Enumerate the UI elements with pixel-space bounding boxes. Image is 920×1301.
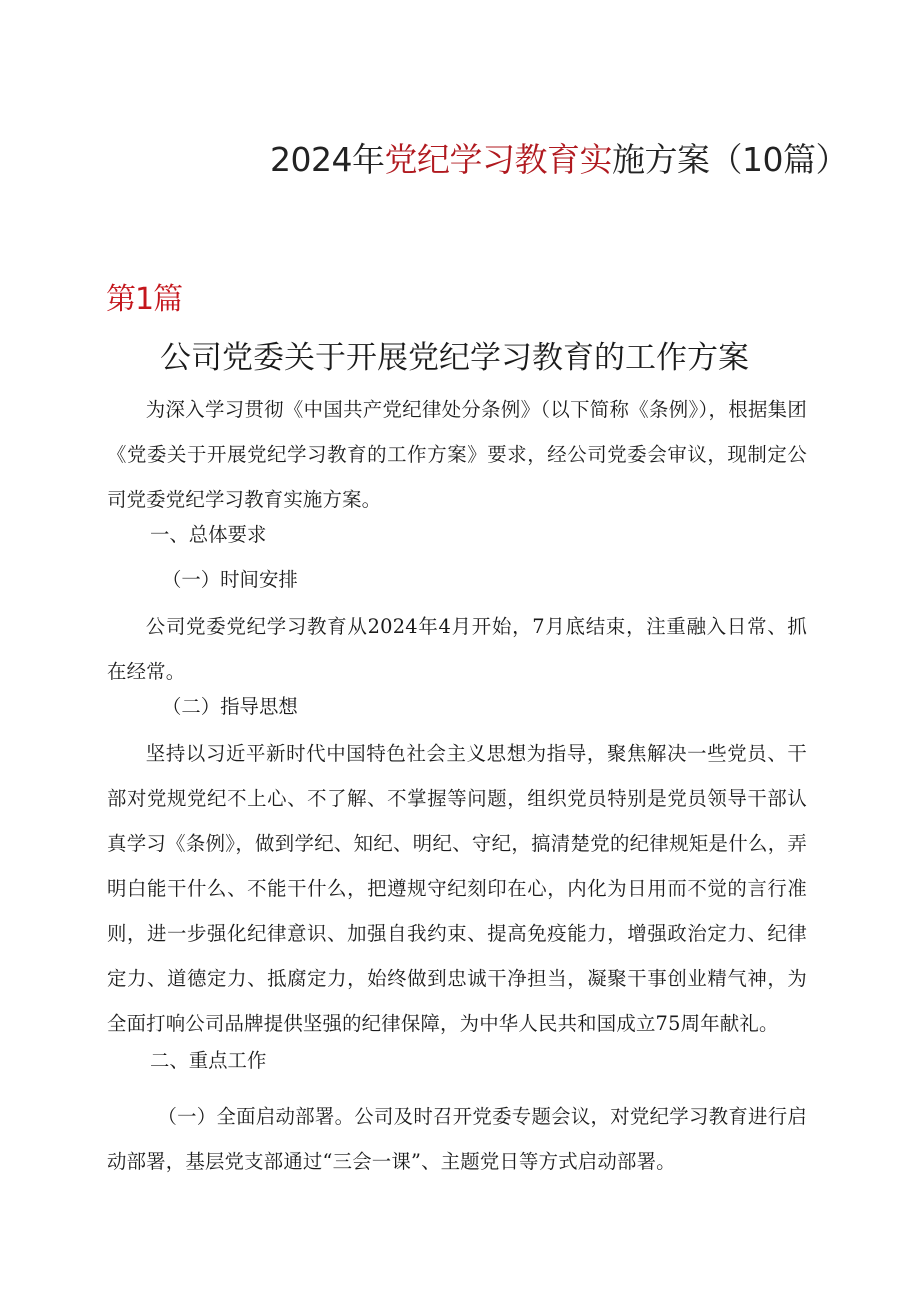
key-work-paragraph: （一）全面启动部署。公司及时召开党委专题会议，对党纪学习教育进行启动部署，基层党支部通过“三会一课”、主题党日等方式启动部署。 bbox=[107, 1105, 807, 1173]
guiding-thought-paragraph: 坚持以习近平新时代中国特色社会主义思想为指导，聚焦解决一些党员、干部对党规党纪不上心、不了解、不掌握等问题，组织党员特别是党员领导干部认真学习《条例》，做到学纪、知纪、明纪、守纪，搞清楚党的纪律规矩是什么，弄明白能干什么、不能干什么，把遵规守纪刻印在心，内化为日用而不觉的言行准则，进一步强化纪律意识、加强自我约束、提高免疫能力，增强政治定力、纪律定力、道德定力、抵腐定力，始终做到忠诚干净担当，凝聚干事创业精气神，为全面打响公司品牌提供坚强的纪律保障，为中华人民共和国成立75周年献礼。 bbox=[107, 742, 807, 1035]
document-title-highlight: 党纪学习教育实 bbox=[384, 140, 612, 179]
subsection-heading-guiding-thought: （二）指导思想 bbox=[162, 695, 298, 718]
section-heading-overall-requirements: 一、总体要求 bbox=[150, 523, 267, 546]
document-title bbox=[270, 138, 870, 182]
document-title-year: 2024年 bbox=[270, 140, 385, 179]
article-title: 公司党委关于开展党纪学习教育的工作方案 bbox=[160, 340, 749, 376]
part-heading: 第1篇 bbox=[106, 282, 183, 317]
subsection-heading-time-arrangement: （一）时间安排 bbox=[162, 568, 298, 591]
section-heading-key-work: 二、重点工作 bbox=[150, 1049, 267, 1072]
document-title-rest: 施方案（10篇） bbox=[611, 140, 848, 179]
intro-paragraph: 为深入学习贯彻《中国共产党纪律处分条例》（以下简称《条例》），根据集团《党委关于开展党纪学习教育的工作方案》要求，经公司党委会审议，现制定公司党委党纪学习教育实施方案。 bbox=[107, 398, 807, 511]
time-arrangement-paragraph: 公司党委党纪学习教育从2024年4月开始，7月底结束，注重融入日常、抓在经常。 bbox=[107, 615, 807, 683]
